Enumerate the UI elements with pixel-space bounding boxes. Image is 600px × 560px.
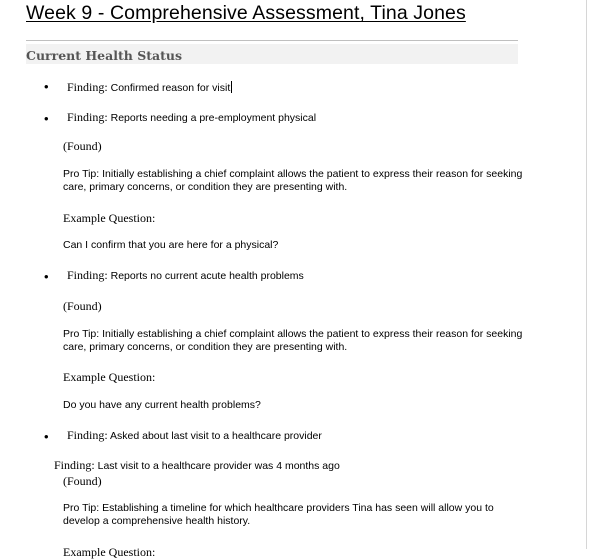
pro-tip-3 (63, 328, 533, 354)
finding-text: Reports no current acute health problems (110, 270, 304, 282)
pro-tip-text: Establishing a timeline for which healthcare providers Tina has seen will allow you to develop a comprehensive health history. (63, 502, 494, 527)
finding-text: Confirmed reason for visit (110, 82, 231, 94)
finding-label: Finding: (67, 80, 108, 94)
finding-text: Reports needing a pre-employment physical (110, 112, 317, 124)
example-question-3: Do you have any current health problems? (63, 399, 261, 411)
section-heading: Current Health Status (26, 48, 182, 63)
finding-1[interactable] (67, 80, 232, 95)
bullet-3: • (44, 269, 49, 284)
finding-text: Asked about last visit to a healthcare provider (110, 430, 322, 442)
pro-tip-label: Pro Tip: (63, 502, 100, 514)
pro-tip-label: Pro Tip: (63, 328, 100, 340)
found-status-4: (Found) (63, 474, 102, 488)
finding-2[interactable] (67, 110, 316, 125)
sub-finding-4[interactable] (54, 458, 340, 473)
finding-text: Last visit to a healthcare provider was 4 months ago (97, 460, 340, 472)
text-cursor (231, 81, 232, 93)
pro-tip-label: Pro Tip: (63, 168, 100, 180)
finding-label: Finding: (67, 428, 108, 442)
pro-tip-4 (63, 502, 533, 528)
pro-tip-text: Initially establishing a chief complaint allows the patient to express their reason for seeking care, primary concerns, or condition they are presenting with. (63, 328, 523, 353)
finding-label: Finding: (54, 458, 95, 472)
example-question-label-4: Example Question: (63, 545, 156, 559)
finding-4[interactable] (67, 428, 322, 443)
pro-tip-text: Initially establishing a chief complaint allows the patient to express their reason for seeking care, primary concerns, or condition they are presenting with. (63, 168, 523, 193)
document-title: Week 9 - Comprehensive Assessment, Tina Jones (26, 2, 466, 24)
bullet-4: • (44, 429, 49, 444)
found-status-2: (Found) (63, 139, 102, 153)
finding-label: Finding: (67, 110, 108, 124)
example-question-label-3: Example Question: (63, 370, 156, 384)
bullet-1: • (44, 79, 49, 94)
title-divider (26, 40, 518, 41)
bullet-2: • (44, 111, 49, 126)
pro-tip-2 (63, 168, 533, 194)
example-question-label-2: Example Question: (63, 211, 156, 225)
page-edge (586, 0, 587, 549)
finding-3[interactable] (67, 268, 304, 283)
found-status-3: (Found) (63, 299, 102, 313)
example-question-2: Can I confirm that you are here for a physical? (63, 239, 279, 251)
finding-label: Finding: (67, 268, 108, 282)
